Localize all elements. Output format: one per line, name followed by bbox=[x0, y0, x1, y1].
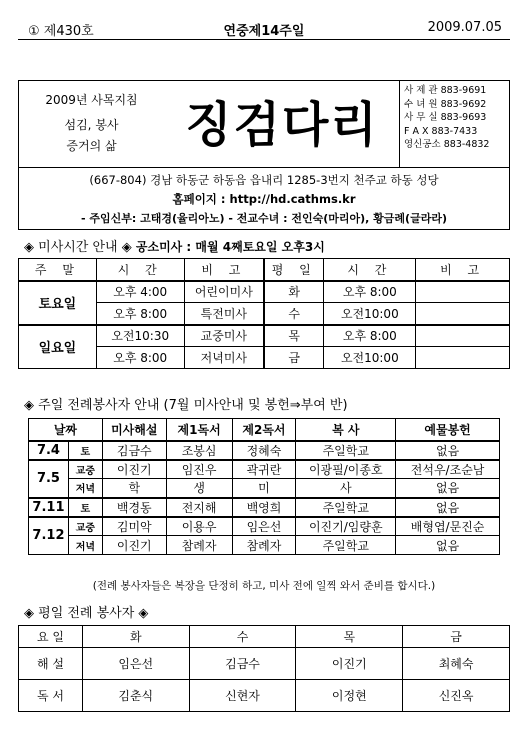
header-reading-2: 제2독서 bbox=[232, 419, 296, 441]
mass-type: 저녁 bbox=[68, 536, 102, 555]
header-fri: 금 bbox=[403, 626, 510, 648]
mass-note bbox=[416, 347, 510, 369]
mass-section-title: ◈ 미사시간 안내 ◈ bbox=[24, 240, 132, 255]
mass-note bbox=[416, 303, 510, 325]
contact-convent: 수 녀 원 883-9692 bbox=[404, 98, 487, 110]
weekday-name: 화 bbox=[264, 281, 324, 303]
mass-time: 오전10:30 bbox=[96, 325, 184, 347]
weekday-header-row bbox=[19, 626, 510, 648]
contact-list bbox=[399, 81, 509, 167]
mass-note: 특전미사 bbox=[184, 303, 264, 325]
header-wed: 수 bbox=[189, 626, 296, 648]
mass-type: 교중 bbox=[68, 517, 102, 536]
service-cell: 참례자 bbox=[166, 536, 232, 555]
guide-year: 2009년 사목지침 bbox=[45, 93, 138, 107]
service-row bbox=[29, 441, 500, 460]
service-cell: 주일학교 bbox=[296, 441, 396, 460]
weekday-service-table bbox=[18, 625, 510, 712]
service-cell: 미 bbox=[232, 479, 296, 498]
service-cell: 주일학교 bbox=[296, 536, 396, 555]
service-row bbox=[29, 479, 500, 498]
header-note: 비 고 bbox=[184, 259, 264, 281]
service-cell: 주일학교 bbox=[296, 498, 396, 517]
mass-row bbox=[19, 325, 510, 347]
issue-header bbox=[18, 18, 510, 40]
weekday-name: 금 bbox=[264, 347, 324, 369]
mass-type: 토 bbox=[68, 498, 102, 517]
weekday-cell: 신진옥 bbox=[403, 680, 510, 712]
role-label: 해 설 bbox=[19, 648, 83, 680]
mass-time: 오후 8:00 bbox=[324, 281, 416, 303]
service-row bbox=[29, 460, 500, 479]
homepage-link[interactable]: 홈페이지 : http://hd.cathms.kr bbox=[172, 192, 356, 206]
service-cell: 이광필/이종호 bbox=[296, 460, 396, 479]
service-row bbox=[29, 536, 500, 555]
service-cell: 정혜숙 bbox=[232, 441, 296, 460]
masthead bbox=[18, 80, 510, 168]
service-cell: 전지해 bbox=[166, 498, 232, 517]
weekday-cell: 이진기 bbox=[296, 648, 403, 680]
mass-type: 교중 bbox=[68, 460, 102, 479]
header-date: 날짜 bbox=[29, 419, 103, 441]
pastoral-guide bbox=[19, 81, 164, 167]
service-cell: 이진기 bbox=[102, 460, 166, 479]
header-weekday: 평 일 bbox=[264, 259, 324, 281]
mass-type: 저녁 bbox=[68, 479, 102, 498]
mass-row bbox=[19, 281, 510, 303]
mass-time: 오전10:00 bbox=[324, 347, 416, 369]
weekday-row bbox=[19, 648, 510, 680]
service-date: 7.11 bbox=[29, 498, 69, 517]
service-header-row bbox=[29, 419, 500, 441]
postal-address: (667-804) 경남 하동군 하동읍 읍내리 1285-3번지 천주교 하동 성당 bbox=[89, 173, 439, 187]
mass-section-heading bbox=[24, 236, 325, 255]
sunday-service-heading: ◈ 주일 전례봉사자 안내 (7월 미사안내 및 봉헌⇒부여 반) bbox=[24, 398, 348, 413]
service-cell: 이진기/임량훈 bbox=[296, 517, 396, 536]
sunday-service-table bbox=[28, 418, 500, 555]
service-cell: 이용우 bbox=[166, 517, 232, 536]
service-cell: 임진우 bbox=[166, 460, 232, 479]
issue-number: ① 제430호 bbox=[28, 24, 94, 39]
mass-note: 저녁미사 bbox=[184, 347, 264, 369]
sunday-label: 일요일 bbox=[19, 325, 97, 369]
service-cell: 없음 bbox=[396, 479, 500, 498]
weekday-name: 목 bbox=[264, 325, 324, 347]
service-cell: 없음 bbox=[396, 441, 500, 460]
weekday-cell: 최혜숙 bbox=[403, 648, 510, 680]
mass-times-table bbox=[18, 258, 510, 369]
service-cell: 김미악 bbox=[102, 517, 166, 536]
header-time: 시 간 bbox=[96, 259, 184, 281]
service-date: 7.12 bbox=[29, 517, 69, 555]
header-commentator: 미사해설 bbox=[102, 419, 166, 441]
header-offertory: 예물봉헌 bbox=[396, 419, 500, 441]
header-note: 비 고 bbox=[416, 259, 510, 281]
weekday-name: 수 bbox=[264, 303, 324, 325]
header-time: 시 간 bbox=[324, 259, 416, 281]
contact-office: 사 무 실 883-9693 bbox=[404, 112, 487, 123]
weekday-cell: 김금수 bbox=[189, 648, 296, 680]
mass-type: 토 bbox=[68, 441, 102, 460]
service-cell: 참례자 bbox=[232, 536, 296, 555]
mass-note: 어린이미사 bbox=[184, 281, 264, 303]
header-day: 요 일 bbox=[19, 626, 83, 648]
service-cell: 전석우/조순남 bbox=[396, 460, 500, 479]
header-weekend: 주 말 bbox=[19, 259, 97, 281]
weekday-cell: 임은선 bbox=[82, 648, 189, 680]
weekday-cell: 김춘식 bbox=[82, 680, 189, 712]
service-cell: 배형엽/문진순 bbox=[396, 517, 500, 536]
mass-time: 오후 8:00 bbox=[324, 325, 416, 347]
service-cell: 백영희 bbox=[232, 498, 296, 517]
service-cell: 없음 bbox=[396, 536, 500, 555]
service-cell: 이진기 bbox=[102, 536, 166, 555]
contact-rectory: 사 제 관 883-9691 bbox=[404, 85, 487, 96]
weekday-cell: 이정현 bbox=[296, 680, 403, 712]
mass-time: 오후 8:00 bbox=[96, 347, 184, 369]
service-cell: 없음 bbox=[396, 498, 500, 517]
header-tue: 화 bbox=[82, 626, 189, 648]
staff-line: - 주임신부: 고태경(율리아노) - 전교수녀 : 전인숙(마리아), 황금례(글라라) bbox=[81, 212, 447, 225]
header-altar-server: 복 사 bbox=[296, 419, 396, 441]
service-cell: 곽귀란 bbox=[232, 460, 296, 479]
mission-mass-note: 공소미사 : 매월 4째토요일 오후3시 bbox=[135, 240, 325, 254]
mass-time: 오후 4:00 bbox=[96, 281, 184, 303]
service-row bbox=[29, 517, 500, 536]
weekday-row bbox=[19, 680, 510, 712]
mass-note: 교중미사 bbox=[184, 325, 264, 347]
contact-fax: F A X 883-7433 bbox=[404, 125, 478, 137]
liturgical-week: 연중제14주일 bbox=[223, 24, 305, 39]
service-date: 7.5 bbox=[29, 460, 69, 498]
saturday-label: 토요일 bbox=[19, 281, 97, 325]
service-cell: 학 bbox=[102, 479, 166, 498]
contact-mission: 영신공소 883-4832 bbox=[404, 139, 490, 150]
mass-time: 오후 8:00 bbox=[96, 303, 184, 325]
newsletter-title: 징검다리 bbox=[185, 97, 379, 153]
mass-note bbox=[416, 325, 510, 347]
service-cell: 임은선 bbox=[232, 517, 296, 536]
weekday-cell: 신현자 bbox=[189, 680, 296, 712]
header-thu: 목 bbox=[296, 626, 403, 648]
mass-note bbox=[416, 281, 510, 303]
service-cell: 조봉심 bbox=[166, 441, 232, 460]
role-label: 독 서 bbox=[19, 680, 83, 712]
service-row bbox=[29, 498, 500, 517]
service-cell: 백경동 bbox=[102, 498, 166, 517]
mass-time: 오전10:00 bbox=[324, 303, 416, 325]
issue-date: 2009.07.05 bbox=[427, 20, 502, 35]
weekday-service-heading: ◈ 평일 전례 봉사자 ◈ bbox=[24, 606, 149, 621]
service-cell: 사 bbox=[296, 479, 396, 498]
address-block bbox=[18, 168, 510, 230]
dress-code-note: (전례 봉사자들은 복장을 단정히 하고, 미사 전에 일찍 와서 준비를 합시다.) bbox=[92, 580, 436, 592]
service-date: 7.4 bbox=[29, 441, 69, 460]
service-cell: 생 bbox=[166, 479, 232, 498]
mass-header-row bbox=[19, 259, 510, 281]
header-reading-1: 제1독서 bbox=[166, 419, 232, 441]
service-cell: 김금수 bbox=[102, 441, 166, 460]
guide-line-2: 증거의 삶 bbox=[66, 139, 117, 153]
guide-line-1: 섬김, 봉사 bbox=[64, 118, 119, 132]
